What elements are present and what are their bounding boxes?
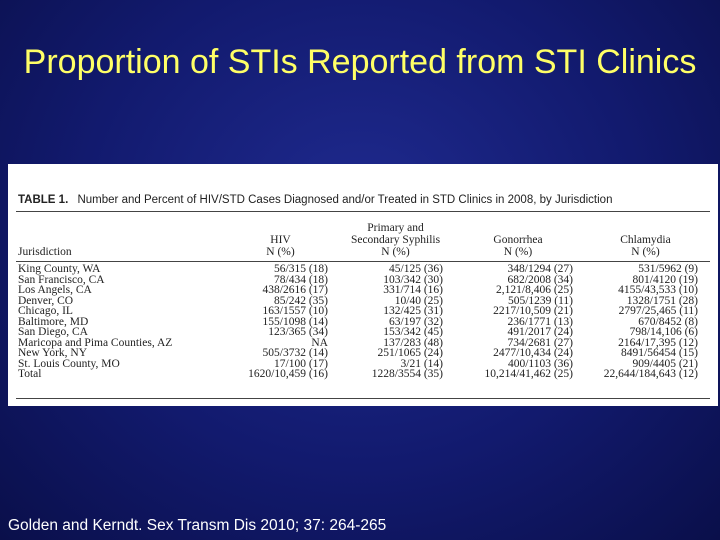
col-header-chlamydia: Chlamydia N (%) — [620, 234, 671, 258]
cell-value: 123/365 (34) — [268, 326, 328, 338]
cell-value: 3/21 (14) — [400, 357, 443, 370]
cell-jurisdiction: King County, WA — [18, 263, 101, 275]
table-row — [18, 296, 708, 307]
cell-value: 331/714 (16) — [383, 284, 443, 296]
cell-value: 4155/43,533 (10) — [618, 284, 698, 296]
cell-value: 505/3732 (14) — [262, 347, 328, 359]
cell-value: 163/1557 (10) — [262, 305, 328, 317]
col-header-gonorrhea: Gonorrhea N (%) — [493, 234, 543, 258]
citation: Golden and Kerndt. Sex Transm Dis 2010; 37: 264-265 — [8, 517, 387, 534]
cell-value: 78/434 (18) — [274, 273, 328, 286]
slide-title: Proportion of STIs Reported from STI Clinics — [23, 43, 697, 81]
cell-jurisdiction: Baltimore, MD — [18, 315, 89, 328]
table-label: TABLE 1. — [18, 194, 69, 206]
cell-value: 505/1239 (11) — [507, 294, 573, 307]
cell-value: 17/100 (17) — [274, 357, 328, 370]
cell-value: 400/1103 (36) — [507, 357, 573, 370]
table-body — [18, 264, 708, 380]
cell-value: 85/242 (35) — [274, 294, 328, 307]
cell-jurisdiction: St. Louis County, MO — [18, 357, 120, 370]
col-header-hiv: HIV N (%) — [266, 234, 295, 258]
cell-jurisdiction: Chicago, IL — [18, 305, 73, 317]
cell-value: 2164/17,395 (12) — [618, 336, 698, 349]
cell-value: 2,121/8,406 (25) — [496, 284, 573, 296]
cell-value: 670/8452 (8) — [638, 315, 698, 328]
sti-table — [18, 218, 708, 380]
table-row — [18, 317, 708, 328]
cell-value: 10/40 (25) — [394, 294, 443, 307]
cell-value: 103/342 (30) — [383, 273, 443, 286]
table-row — [18, 264, 708, 275]
cell-value: 798/14,106 (6) — [629, 326, 698, 338]
cell-jurisdiction: Maricopa and Pima Counties, AZ — [18, 336, 173, 349]
cell-jurisdiction: Denver, CO — [18, 294, 74, 307]
cell-value: 491/2017 (24) — [507, 326, 573, 338]
cell-value: 137/283 (48) — [383, 336, 443, 349]
cell-jurisdiction: Total — [18, 368, 42, 380]
table-row — [18, 275, 708, 286]
cell-value: NA — [311, 336, 328, 349]
cell-value: 682/2008 (34) — [507, 273, 573, 286]
col-header-syphilis: Primary and Secondary Syphilis N (%) — [350, 222, 441, 258]
cell-value: 45/125 (36) — [389, 263, 443, 275]
cell-jurisdiction: San Francisco, CA — [18, 273, 105, 286]
cell-value: 801/4120 (19) — [632, 273, 698, 286]
cell-value: 155/1098 (14) — [262, 315, 328, 328]
col-header-jurisdiction: Jurisdiction — [18, 246, 72, 258]
table-row — [18, 369, 708, 380]
cell-value: 2477/10,434 (24) — [493, 347, 573, 359]
cell-value: 531/5962 (9) — [638, 263, 698, 275]
cell-value: 132/425 (31) — [383, 305, 443, 317]
table-row — [18, 306, 708, 317]
table-row — [18, 327, 708, 338]
table-row — [18, 285, 708, 296]
cell-value: 1228/3554 (35) — [371, 368, 443, 380]
cell-value: 236/1771 (13) — [507, 315, 573, 328]
cell-jurisdiction: New York, NY — [18, 347, 88, 359]
table-caption — [18, 194, 612, 206]
cell-value: 10,214/41,462 (25) — [484, 368, 573, 380]
table-row — [18, 338, 708, 349]
cell-value: 22,644/184,643 (12) — [603, 368, 698, 380]
cell-value: 2797/25,465 (11) — [618, 305, 698, 317]
table-image — [8, 164, 718, 406]
cell-jurisdiction: Los Angels, CA — [18, 284, 92, 296]
cell-value: 153/342 (45) — [383, 326, 443, 338]
table-row — [18, 348, 708, 359]
table-bottom-rule — [16, 398, 710, 399]
table-top-rule — [16, 211, 710, 212]
cell-value: 63/197 (32) — [389, 315, 443, 328]
cell-value: 8491/56454 (15) — [621, 347, 698, 359]
table-caption-text: Number and Percent of HIV/STD Cases Diagnosed and/or Treated in STD Clinics in 2008, by Jurisdiction — [77, 194, 613, 206]
cell-value: 909/4405 (21) — [632, 357, 698, 370]
cell-jurisdiction: San Diego, CA — [18, 326, 88, 338]
cell-value: 1328/1751 (28) — [626, 294, 698, 307]
cell-value: 2217/10,509 (21) — [493, 305, 573, 317]
cell-value: 1620/10,459 (16) — [248, 368, 328, 380]
table-header-row — [18, 218, 708, 258]
cell-value: 734/2681 (27) — [507, 336, 573, 349]
cell-value: 56/315 (18) — [274, 263, 328, 275]
cell-value: 251/1065 (24) — [377, 347, 443, 359]
cell-value: 438/2616 (17) — [262, 284, 328, 296]
cell-value: 348/1294 (27) — [507, 263, 573, 275]
